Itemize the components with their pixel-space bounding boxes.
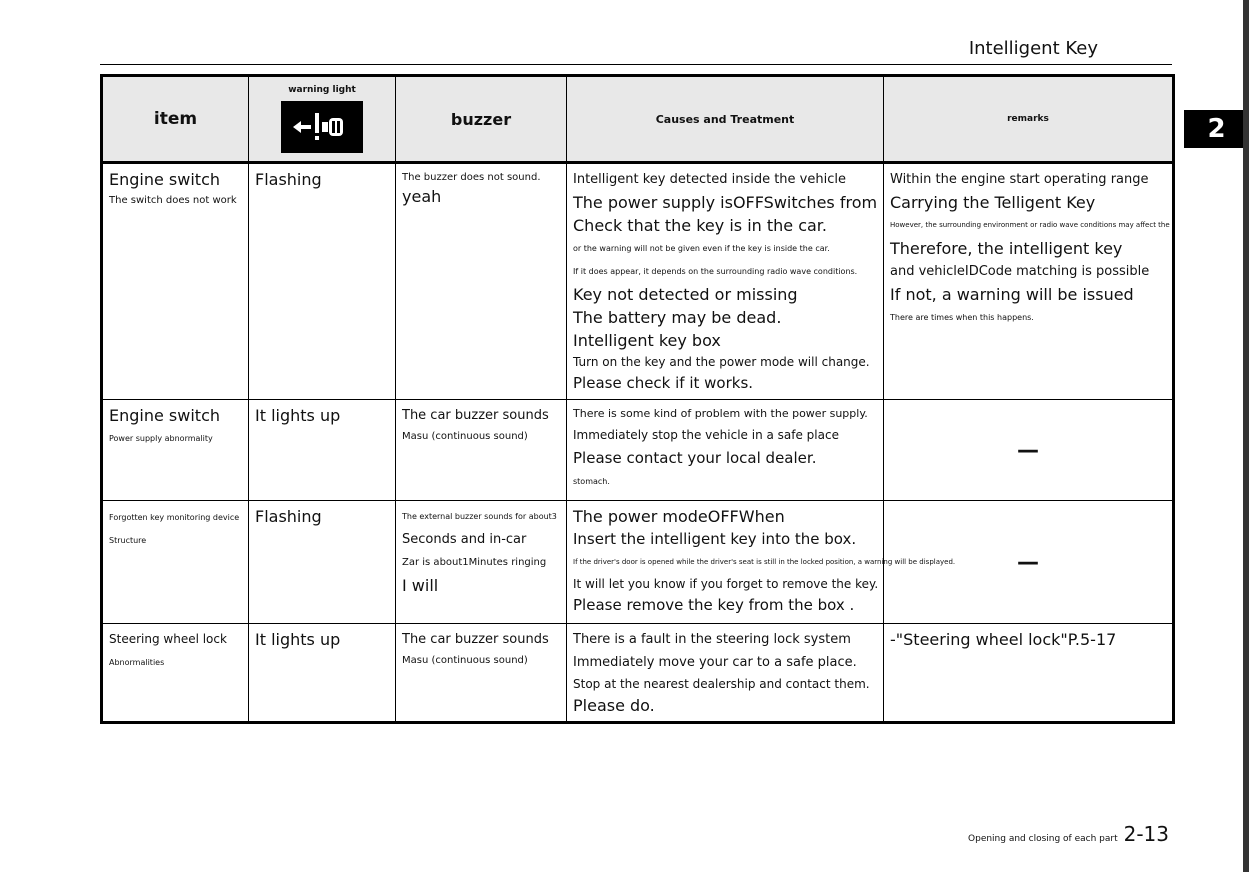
key-warning-icon (281, 101, 363, 153)
item-subtitle: Power supply abnormality (109, 434, 213, 443)
causes-line: The power modeOFFWhen (573, 507, 785, 526)
buzzer-text: yeah (402, 187, 442, 206)
warning-table (100, 74, 1175, 724)
buzzer-text: Seconds and in-car (402, 532, 527, 547)
buzzer-text: Masu (continuous sound) (402, 431, 528, 442)
causes-line: The battery may be dead. (573, 308, 782, 327)
buzzer-cell (396, 501, 567, 624)
buzzer-text: The car buzzer sounds (402, 632, 549, 647)
light-status: It lights up (255, 406, 341, 425)
header-causes: Causes and Treatment (567, 76, 884, 163)
causes-line: If the driver's door is opened while the driver's seat is still in the locked position, a warning will be displayed. (573, 558, 956, 566)
footer-section: Opening and closing of each part (968, 834, 1118, 844)
remarks-cell: — (884, 501, 1174, 624)
causes-line: It will let you know if you forget to remove the key. (573, 577, 879, 591)
table-row (102, 163, 1174, 400)
page-edge-bar (1243, 0, 1249, 872)
causes-line: Please check if it works. (573, 374, 754, 392)
remarks-cell (884, 163, 1174, 400)
causes-line: Please remove the key from the box . (573, 596, 855, 614)
causes-line: There is a fault in the steering lock system (573, 632, 851, 647)
remarks-line: Within the engine start operating range (890, 172, 1149, 187)
causes-cell (567, 163, 884, 400)
item-cell (102, 163, 249, 400)
header-remarks: remarks (884, 76, 1174, 163)
item-title: Steering wheel lock (109, 632, 227, 646)
causes-line: or the warning will not be given even if the key is inside the car. (573, 244, 830, 253)
remarks-cell (884, 624, 1174, 723)
item-cell (102, 501, 249, 624)
buzzer-text: The car buzzer sounds (402, 408, 549, 423)
light-cell (249, 501, 396, 624)
light-status: Flashing (255, 507, 322, 526)
remarks-cell: — (884, 400, 1174, 501)
item-cell (102, 624, 249, 723)
causes-line: Intelligent key box (573, 331, 721, 350)
causes-line: Turn on the key and the power mode will change. (573, 355, 870, 369)
item-subtitle: Structure (109, 536, 147, 545)
buzzer-text: The external buzzer sounds for about3 (402, 512, 557, 521)
causes-line: Please do. (573, 696, 655, 715)
buzzer-text: Masu (continuous sound) (402, 655, 528, 666)
table-row (102, 400, 1174, 501)
causes-line: Please contact your local dealer. (573, 449, 817, 467)
chapter-tab: 2 (1184, 110, 1249, 148)
header-warning-light (249, 76, 396, 163)
light-cell (249, 400, 396, 501)
buzzer-cell (396, 400, 567, 501)
remarks-line: Carrying the Telligent Key (890, 193, 1096, 212)
causes-line: Insert the intelligent key into the box. (573, 530, 857, 548)
table-row (102, 624, 1174, 723)
buzzer-text: Zar is about1Minutes ringing (402, 557, 547, 568)
page-header (100, 36, 1172, 65)
causes-cell (567, 400, 884, 501)
causes-line: Intelligent key detected inside the vehicle (573, 172, 846, 187)
remarks-line: There are times when this happens. (890, 313, 1034, 322)
table-row (102, 501, 1174, 624)
causes-cell (567, 624, 884, 723)
light-status: Flashing (255, 170, 322, 189)
buzzer-cell (396, 163, 567, 400)
item-cell (102, 400, 249, 501)
remarks-line: -"Steering wheel lock"P.5-17 (890, 630, 1117, 649)
causes-cell (567, 501, 956, 624)
causes-line: stomach. (573, 477, 610, 486)
light-status: It lights up (255, 630, 341, 649)
page-title: Intelligent Key (968, 38, 1098, 59)
light-cell (249, 624, 396, 723)
item-subtitle: The switch does not work (109, 195, 237, 206)
table-header-row (102, 76, 1174, 163)
item-subtitle: Abnormalities (109, 658, 165, 667)
header-item: item (102, 76, 249, 163)
header-warning-label: warning light (288, 85, 356, 95)
page-footer (968, 822, 1169, 846)
item-subtitle: Forgotten key monitoring device (109, 513, 240, 522)
causes-line: Immediately move your car to a safe place. (573, 655, 857, 670)
remarks-line: Therefore, the intelligent key (890, 239, 1123, 258)
causes-line: The power supply isOFFSwitches from (573, 193, 878, 212)
light-cell (249, 163, 396, 400)
buzzer-text: I will (402, 576, 439, 595)
header-buzzer: buzzer (396, 76, 567, 163)
buzzer-text: The buzzer does not sound. (402, 172, 541, 183)
remarks-line: If not, a warning will be issued (890, 285, 1134, 304)
item-title: Engine switch (109, 170, 220, 189)
item-title: Engine switch (109, 406, 220, 425)
remarks-line: However, the surrounding environment or radio wave conditions may affect the (890, 221, 1170, 229)
remarks-line: and vehicleIDCode matching is possible (890, 264, 1150, 279)
causes-line: Key not detected or missing (573, 285, 798, 304)
buzzer-cell (396, 624, 567, 723)
causes-line: Immediately stop the vehicle in a safe place (573, 428, 839, 442)
page-number: 2-13 (1123, 822, 1169, 846)
causes-line: Stop at the nearest dealership and contact them. (573, 677, 870, 691)
causes-line: There is some kind of problem with the power supply. (573, 407, 868, 420)
causes-line: Check that the key is in the car. (573, 216, 827, 235)
causes-line: If it does appear, it depends on the surrounding radio wave conditions. (573, 267, 858, 276)
